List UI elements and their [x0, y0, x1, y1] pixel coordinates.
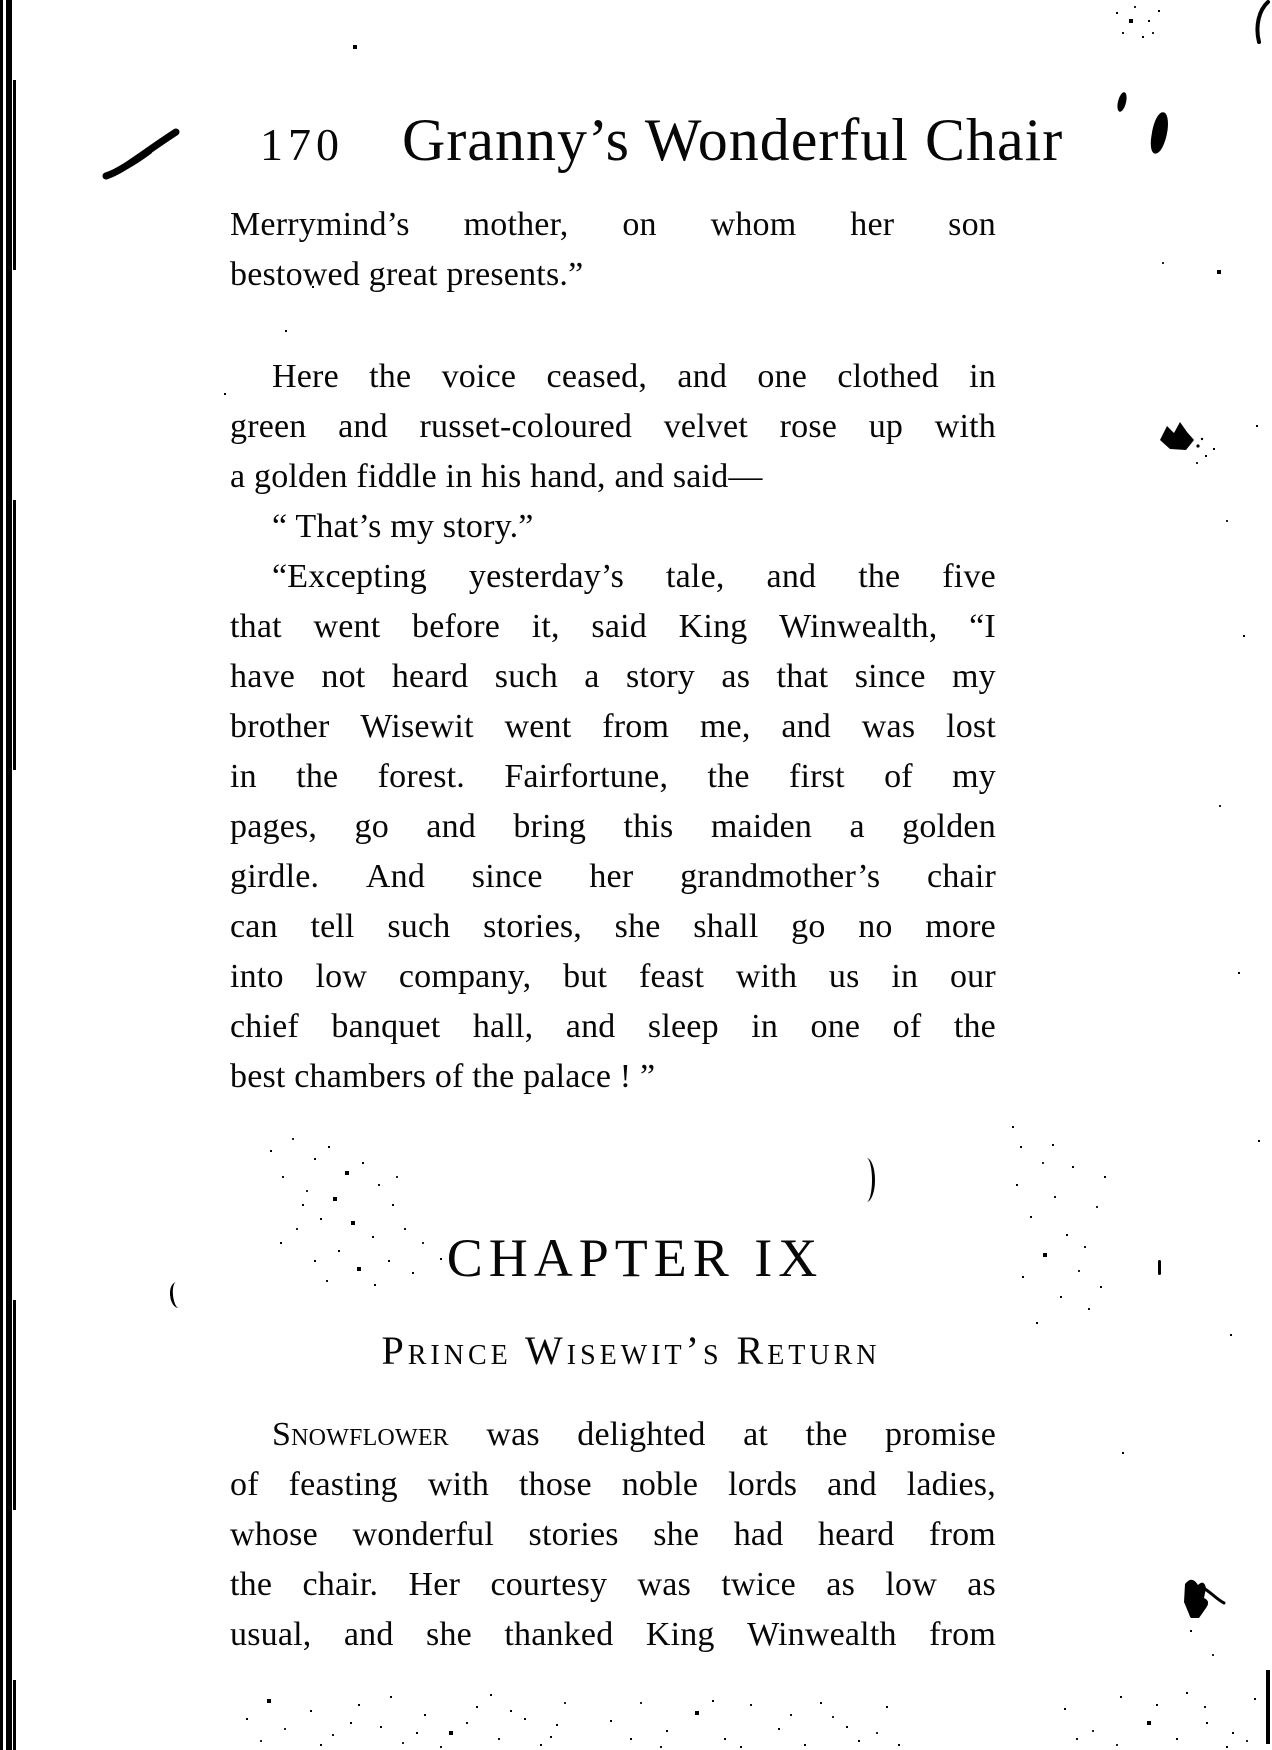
text-column [230, 200, 996, 1660]
chapter-subheading: Prince Wisewit’s Return [381, 1328, 881, 1374]
stray-specks [0, 0, 2, 2]
text-line: brother Wisewit went from me, and was lost [230, 708, 996, 745]
text-line: the chair. Her courtesy was twice as low as [230, 1566, 996, 1604]
text-line: bestowed great presents.” [230, 256, 584, 293]
ink-blot [1152, 418, 1208, 460]
speckle-cluster-top-right [1108, 2, 1110, 4]
text-line: into low company, but feast with us in our [230, 958, 996, 995]
paragraph [230, 1410, 996, 1660]
story-text-top [230, 200, 996, 1102]
paragraph [230, 352, 996, 502]
speckle-band-bottom [600, 1694, 602, 1696]
text-line: whose wonderful stories she had heard from [230, 1516, 996, 1554]
text-line: can tell such stories, she shall go no more [230, 908, 996, 945]
text-line: girdle. And since her grandmother’s chair [230, 858, 996, 895]
text-line: green and russet-coloured velvet rose up with [230, 408, 996, 445]
text-line: that went before it, said King Winwealth, “I [230, 608, 996, 645]
text-line: in the forest. Fairfortune, the first of my [230, 758, 996, 795]
book-title: Granny’s Wonderful Chair [402, 107, 1064, 173]
text-line: usual, and she thanked King Winwealth from [230, 1616, 996, 1654]
text-line: “Excepting yesterday’s tale, and the five [272, 558, 996, 595]
binding-stripe [13, 500, 16, 770]
ink-blot [1149, 111, 1170, 155]
paragraph [230, 200, 996, 300]
binding-stripe [6, 0, 12, 1750]
binding-stripe [13, 1300, 16, 1510]
text-line: have not heard such a story as that since my [230, 658, 996, 695]
stray-paren-mark [858, 1158, 875, 1202]
page-edge-line [1266, 1670, 1270, 1744]
ink-speck [1158, 1260, 1161, 1275]
stray-paren-mark [169, 1281, 187, 1308]
speckle-band-bottom [1056, 1686, 1058, 1688]
handwritten-slash-mark [100, 122, 184, 184]
page-number: 170 [260, 119, 344, 170]
text-line: Snowflower was delighted at the promise [272, 1416, 996, 1454]
story-text-bottom [230, 1410, 996, 1660]
binding-stripe [0, 0, 3, 1750]
ink-blot [1178, 1574, 1230, 1618]
text-line: pages, go and bring this maiden a golden [230, 808, 996, 845]
binding-stripe [13, 80, 16, 270]
text-line: chief banquet hall, and sleep in one of the [230, 1008, 996, 1045]
speckle-cluster-left [262, 1132, 264, 1134]
speckle-band-bottom [240, 1688, 242, 1690]
paragraph [230, 552, 996, 1102]
text-line: “ That’s my story.” [272, 508, 534, 545]
corner-stroke-mark [1242, 0, 1272, 46]
text-line: Here the voice ceased, and one clothed in [272, 358, 996, 395]
chapter-heading: CHAPTER IX [446, 1228, 824, 1288]
binding-stripe [13, 1680, 16, 1750]
speckle-cluster-right [1008, 1136, 1010, 1138]
page-header [230, 106, 1130, 175]
text-line: of feasting with those noble lords and ladies, [230, 1466, 996, 1504]
text-line: Merrymind’s mother, on whom her son [230, 206, 996, 243]
paragraph [230, 502, 996, 552]
text-line: a golden fiddle in his hand, and said— [230, 458, 763, 495]
text-line: best chambers of the palace ! ” [230, 1058, 656, 1095]
